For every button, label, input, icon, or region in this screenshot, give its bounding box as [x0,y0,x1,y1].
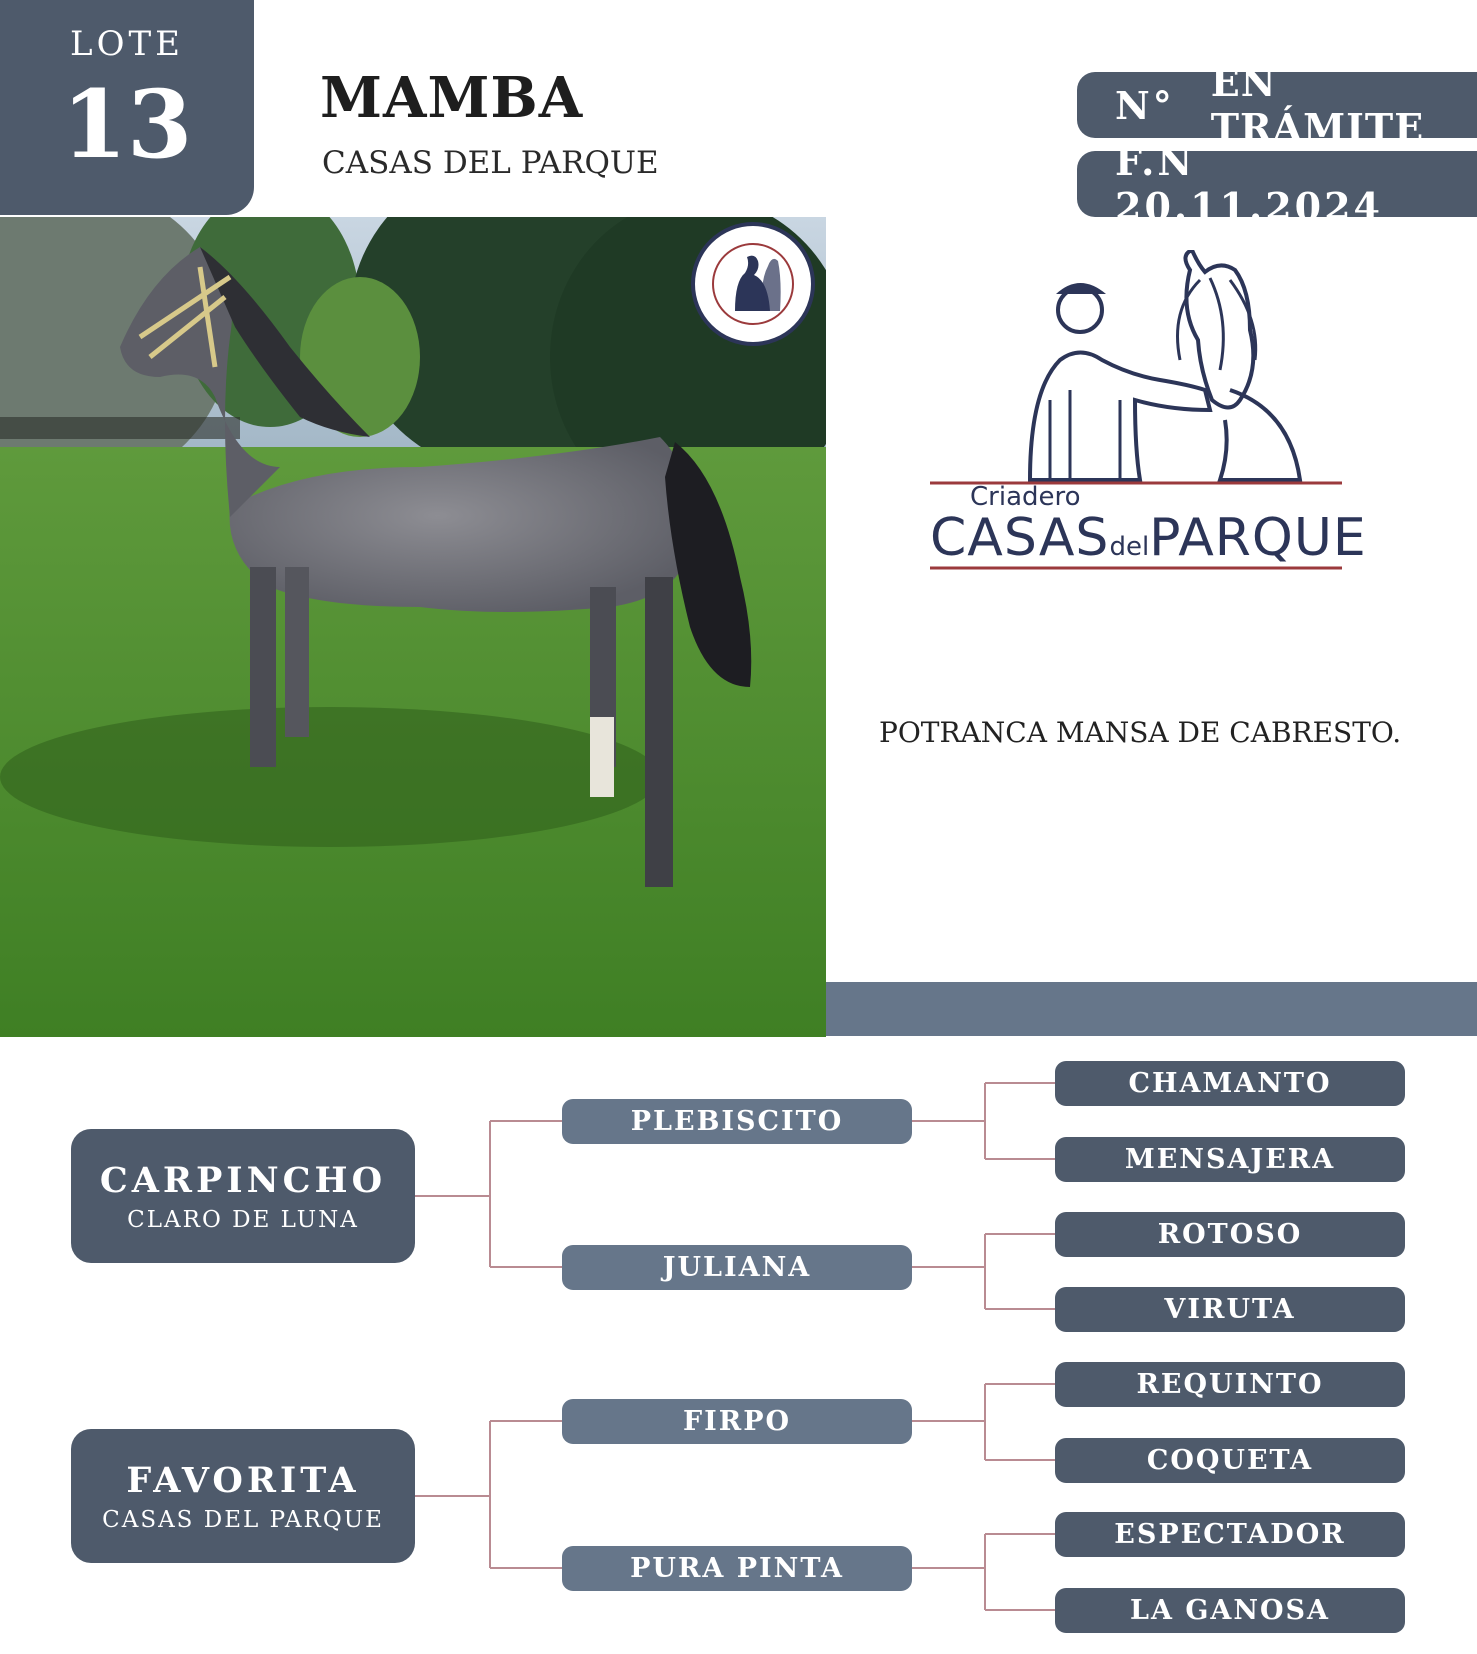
paternal-grandsire: PLEBISCITO [562,1099,912,1144]
logo-parque: PARQUE [1149,508,1367,568]
dam-name: FAVORITA [126,1459,360,1501]
logo-criadero: Criadero [970,482,1081,512]
breeder-seal-icon [690,221,816,347]
logo-wordmark [930,508,1367,568]
great-grandparent: REQUINTO [1055,1362,1405,1407]
great-grandparent: ESPECTADOR [1055,1512,1405,1557]
lot-badge [0,0,254,215]
dam-box [71,1429,415,1563]
logo-del: del [1109,532,1150,562]
lot-number: 13 [61,70,193,180]
section-divider [826,982,1477,1036]
great-grandparent: MENSAJERA [1055,1137,1405,1182]
registration-value: EN TRÁMITE [1210,60,1425,150]
birth-date: F.N 20.11.2024 [1115,139,1383,229]
registration-label: N° [1115,82,1175,128]
horse-description: POTRANCA MANSA DE CABRESTO. [879,716,1402,749]
horse-photo [0,217,826,1037]
paternal-granddam: JULIANA [562,1245,912,1290]
great-grandparent: VIRUTA [1055,1287,1405,1332]
breeder-logo [930,250,1367,580]
dam-breeder: CASAS DEL PARQUE [102,1506,384,1533]
great-grandparent: LA GANOSA [1055,1588,1405,1633]
great-grandparent: ROTOSO [1055,1212,1405,1257]
birth-date-pill [1077,139,1477,229]
logo-casas: CASAS [930,508,1110,568]
horse-breeder: CASAS DEL PARQUE [322,145,659,181]
pedigree-tree [0,1040,1477,1654]
great-grandparent: COQUETA [1055,1438,1405,1483]
sire-breeder: CLARO DE LUNA [127,1206,359,1233]
registration-pill [1077,60,1477,150]
sire-box [71,1129,415,1263]
maternal-granddam: PURA PINTA [562,1546,912,1591]
horse-name: MAMBA [320,65,584,131]
great-grandparent: CHAMANTO [1055,1061,1405,1106]
maternal-grandsire: FIRPO [562,1399,912,1444]
lot-label: LOTE [70,24,184,64]
sire-name: CARPINCHO [99,1159,387,1201]
